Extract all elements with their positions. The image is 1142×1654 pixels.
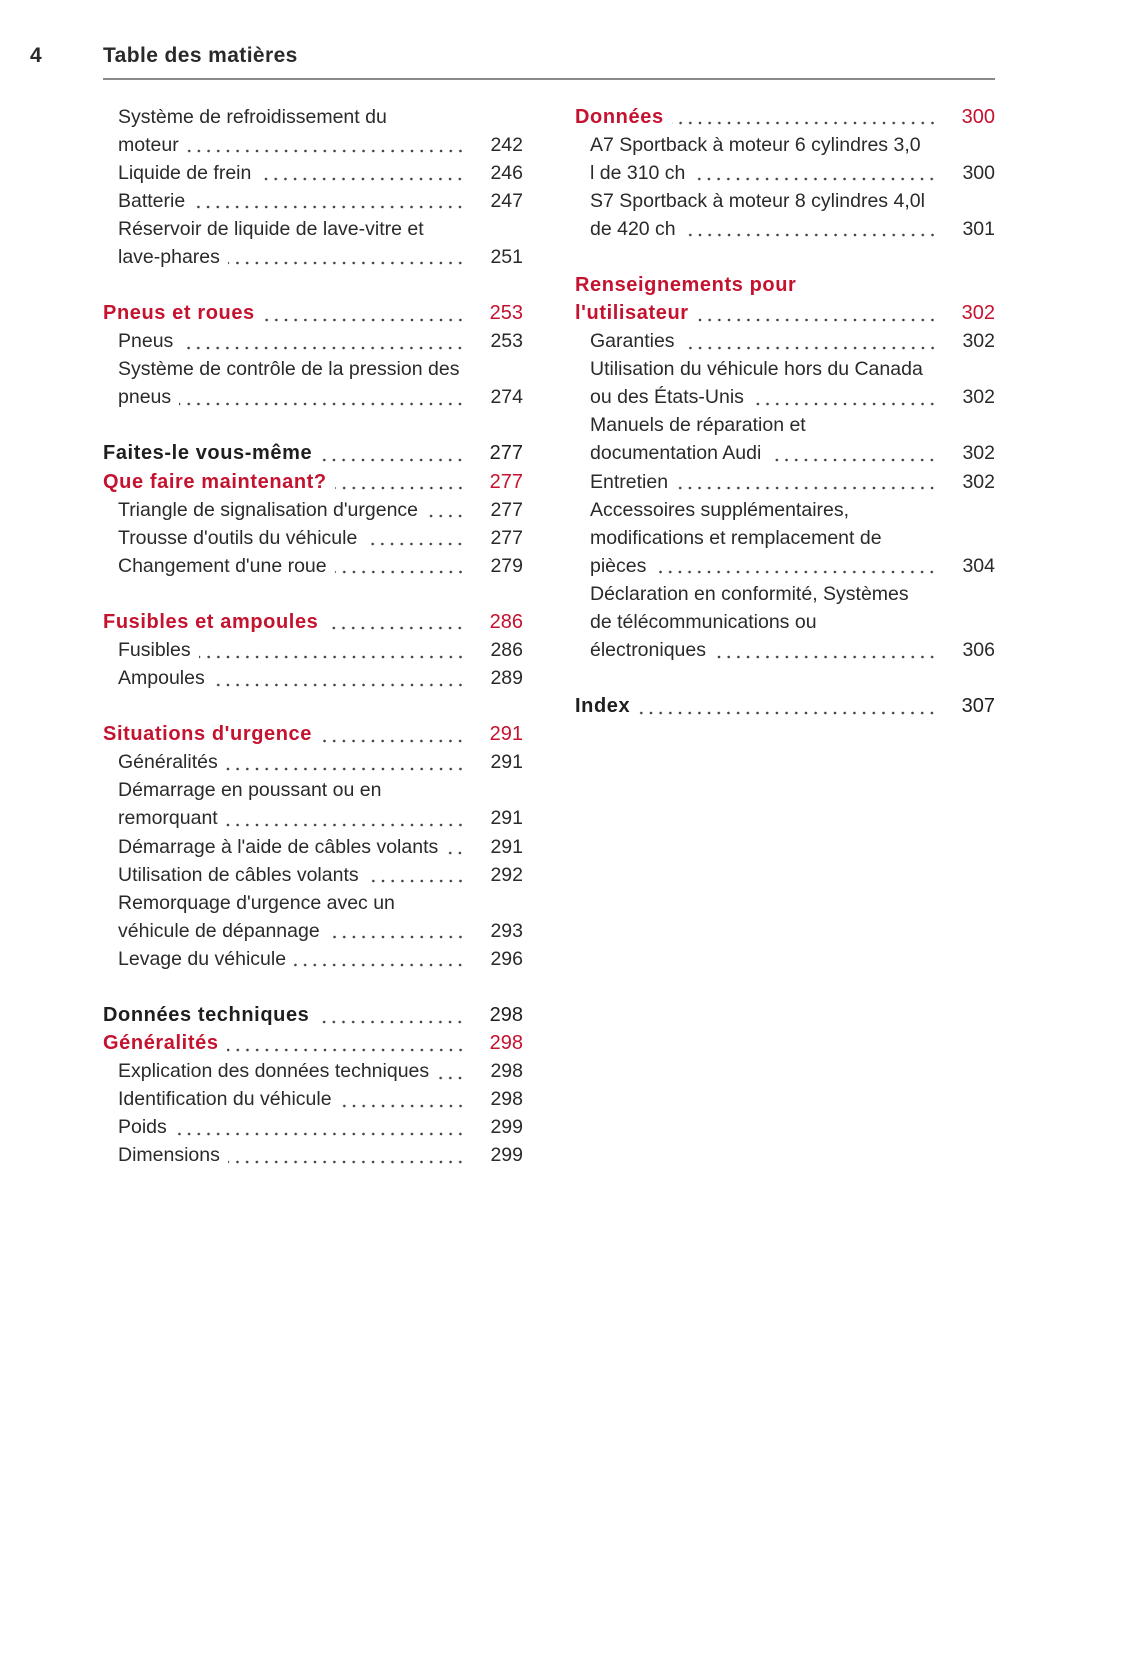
toc-page-number[interactable]: 299 [490, 1144, 523, 1167]
toc-page-number[interactable]: 291 [490, 835, 523, 858]
toc-entry [575, 524, 995, 552]
toc-entry-title: véhicule de dépannage [118, 919, 320, 942]
toc-entry-title: Liquide de frein [118, 161, 252, 184]
section-gap [103, 412, 523, 440]
toc-entry-title: Explication des données techniques [118, 1060, 430, 1083]
section-gap [575, 665, 995, 693]
toc-page-number[interactable]: 302 [961, 302, 995, 325]
toc-heading[interactable] [103, 721, 523, 749]
toc-entry-title: Renseignements pour [575, 274, 797, 296]
toc-entry[interactable] [103, 917, 523, 945]
toc-entry[interactable] [103, 524, 523, 552]
toc-entry[interactable] [103, 749, 523, 777]
toc-heading[interactable] [575, 693, 995, 721]
toc-page-number[interactable]: 299 [490, 1116, 523, 1139]
toc-entry-title: Faites-le vous-même [103, 442, 313, 465]
toc-entry-title: Système de contrôle de la pression des [118, 358, 460, 381]
toc-entry[interactable] [103, 159, 523, 187]
dot-leader [437, 1063, 465, 1081]
toc-entry[interactable] [575, 440, 995, 468]
toc-entry[interactable] [103, 1142, 523, 1170]
toc-entry [103, 777, 523, 805]
toc-entry-title: Ampoules [118, 667, 205, 690]
toc-entry-title: Déclaration en conformité, Systèmes [590, 582, 909, 605]
toc-entry-title: Batterie [118, 189, 186, 212]
dot-leader [684, 220, 937, 238]
page-title: Table des matières [103, 44, 298, 67]
toc-left-column [103, 103, 523, 1170]
toc-page-number[interactable]: 300 [962, 161, 995, 184]
toc-entry [575, 608, 995, 636]
dot-leader [320, 726, 465, 744]
dot-leader [317, 1007, 465, 1025]
toc-entry[interactable] [103, 187, 523, 215]
section-gap [103, 693, 523, 721]
toc-page-number[interactable]: 293 [490, 919, 523, 942]
toc-page-number[interactable]: 298 [490, 1060, 523, 1083]
toc-entry-title: Situations d'urgence [103, 723, 313, 746]
toc-entry [103, 356, 523, 384]
section-gap [103, 973, 523, 1001]
toc-entry-title: Données techniques [103, 1004, 310, 1027]
dot-leader [335, 473, 465, 491]
dot-leader [446, 838, 465, 856]
dot-leader [365, 529, 465, 547]
toc-page-number[interactable]: 296 [490, 947, 523, 970]
toc-entry [103, 103, 523, 131]
dot-leader [228, 248, 465, 266]
toc-entry[interactable] [103, 131, 523, 159]
toc-entry-title: l'utilisateur [575, 302, 689, 325]
toc-entry[interactable] [103, 1114, 523, 1142]
toc-entry-title: Accessoires supplémentaires, [590, 498, 850, 521]
toc-entry-title: Garanties [590, 330, 675, 353]
toc-page-number[interactable]: 279 [490, 554, 523, 577]
toc-page-number[interactable]: 304 [962, 554, 995, 577]
toc-page-number[interactable]: 302 [962, 330, 995, 353]
dot-leader [213, 670, 465, 688]
toc-entry [575, 580, 995, 608]
toc-entry-title: Utilisation du véhicule hors du Canada [590, 358, 923, 381]
toc-entry[interactable] [103, 552, 523, 580]
toc-page-number[interactable]: 246 [490, 161, 523, 184]
toc-entry[interactable] [103, 328, 523, 356]
toc-entry[interactable] [575, 328, 995, 356]
toc-entry-title: remorquant [118, 807, 218, 830]
dot-leader [328, 922, 465, 940]
toc-page-number[interactable]: 274 [490, 386, 523, 409]
toc-page-number[interactable]: 300 [961, 105, 995, 128]
toc-page-number[interactable]: 289 [490, 667, 523, 690]
dot-leader [226, 754, 465, 772]
toc-entry-title: ou des États-Unis [590, 386, 744, 409]
toc-page-number[interactable]: 277 [490, 498, 523, 521]
toc-entry-title: pièces [590, 554, 647, 577]
toc-entry-title: Dimensions [118, 1144, 220, 1167]
dot-leader [367, 866, 465, 884]
toc-entry-title: Pneus et roues [103, 302, 255, 325]
toc-entry[interactable] [103, 861, 523, 889]
toc-page-number[interactable]: 286 [490, 639, 523, 662]
dot-leader [187, 136, 465, 154]
toc-entry-title: Poids [118, 1116, 167, 1139]
toc-entry-title: Pneus [118, 330, 174, 353]
page-number: 4 [30, 44, 42, 67]
toc-page-number[interactable]: 298 [490, 1088, 523, 1111]
dot-leader [259, 164, 465, 182]
toc-page-number[interactable]: 251 [490, 245, 523, 268]
dot-leader [335, 557, 465, 575]
toc-page-number[interactable]: 253 [489, 302, 523, 325]
dot-leader [697, 305, 937, 323]
toc-entry-title: A7 Sportback à moteur 6 cylindres 3,0 [590, 133, 921, 156]
toc-entry-title: Levage du véhicule [118, 947, 287, 970]
toc-heading[interactable] [103, 608, 523, 636]
section-gap [103, 271, 523, 299]
toc-page-number[interactable]: 298 [489, 1032, 523, 1055]
toc-entry[interactable] [103, 1086, 523, 1114]
toc-entry-title: Entretien [590, 470, 669, 493]
dot-leader [326, 613, 465, 631]
toc-entry-title: Démarrage à l'aide de câbles volants [118, 835, 439, 858]
dot-leader [175, 1119, 465, 1137]
toc-entry [103, 889, 523, 917]
toc-heading[interactable] [103, 300, 523, 328]
dot-leader [340, 1091, 465, 1109]
toc-page-number[interactable]: 302 [962, 442, 995, 465]
dot-leader [672, 108, 937, 126]
toc-page-number[interactable]: 291 [489, 723, 523, 746]
toc-entry-title: de télécommunications ou [590, 610, 817, 633]
toc-entry-title: modifications et remplacement de [590, 526, 882, 549]
toc-entry-title: Remorquage d'urgence avec un [118, 891, 395, 914]
toc-entry-title: S7 Sportback à moteur 8 cylindres 4,0l [590, 189, 925, 212]
toc-entry [575, 131, 995, 159]
toc-entry-title: lave-phares [118, 245, 220, 268]
dot-leader [263, 305, 465, 323]
toc-entry[interactable] [103, 243, 523, 271]
toc-page-number[interactable]: 291 [490, 807, 523, 830]
toc-entry-title: pneus [118, 386, 172, 409]
toc-entry-title: documentation Audi [590, 442, 762, 465]
dot-leader [227, 1035, 465, 1053]
toc-entry[interactable] [103, 636, 523, 664]
dot-leader [714, 642, 937, 660]
toc-page-number[interactable]: 247 [490, 189, 523, 212]
toc-entry-title: de 420 ch [590, 217, 676, 240]
toc-entry-title: Système de refroidissement du [118, 105, 387, 128]
toc-entry[interactable] [575, 159, 995, 187]
dot-leader [752, 389, 937, 407]
toc-entry-title: Triangle de signalisation d'urgence [118, 498, 419, 521]
toc-heading[interactable] [575, 103, 995, 131]
toc-page-number[interactable]: 277 [489, 470, 523, 493]
toc-entry-title: Identification du véhicule [118, 1088, 332, 1111]
toc-entry [103, 215, 523, 243]
toc-entry-title: Généralités [118, 751, 218, 774]
toc-entry [575, 356, 995, 384]
toc-entry[interactable] [575, 636, 995, 664]
toc-heading[interactable] [103, 468, 523, 496]
dot-leader [769, 445, 937, 463]
toc-page-number[interactable]: 302 [962, 470, 995, 493]
toc-page-number[interactable]: 277 [489, 442, 523, 465]
toc-heading[interactable] [103, 1030, 523, 1058]
toc-entry [575, 187, 995, 215]
toc-page-number[interactable]: 301 [962, 217, 995, 240]
toc-heading [575, 271, 995, 299]
dot-leader [179, 389, 465, 407]
toc-entry[interactable] [103, 665, 523, 693]
section-gap [103, 580, 523, 608]
toc-entry[interactable] [575, 468, 995, 496]
toc-page-number[interactable]: 292 [490, 863, 523, 886]
toc-entry-title: moteur [118, 133, 179, 156]
dot-leader [228, 1147, 465, 1165]
toc-heading[interactable] [103, 440, 523, 468]
toc-entry-title: Changement d'une roue [118, 554, 327, 577]
toc-entry-title: Que faire maintenant? [103, 470, 327, 493]
dot-leader [320, 445, 465, 463]
toc-entry[interactable] [575, 552, 995, 580]
toc-page-number[interactable]: 286 [489, 610, 523, 633]
dot-leader [693, 164, 937, 182]
toc-entry-title: Manuels de réparation et [590, 414, 806, 437]
toc-entry-title: Réservoir de liquide de lave-vitre et [118, 217, 424, 240]
toc-entry-title: Démarrage en poussant ou en [118, 779, 382, 802]
dot-leader [193, 192, 465, 210]
header-divider [103, 78, 995, 80]
toc-entry [575, 412, 995, 440]
toc-entry-title: Données [575, 105, 664, 128]
toc-page-number[interactable]: 242 [490, 133, 523, 156]
toc-entry[interactable] [103, 945, 523, 973]
dot-leader [683, 333, 937, 351]
dot-leader [676, 473, 937, 491]
toc-page-number[interactable]: 307 [961, 695, 995, 718]
dot-leader [654, 557, 937, 575]
dot-leader [426, 501, 465, 519]
toc-entry [575, 496, 995, 524]
toc-page-number[interactable]: 253 [490, 330, 523, 353]
toc-heading[interactable] [575, 300, 995, 328]
toc-entry[interactable] [575, 215, 995, 243]
toc-entry-title: Fusibles [118, 639, 191, 662]
toc-entry-title: électroniques [590, 639, 706, 662]
dot-leader [199, 642, 465, 660]
toc-page-number[interactable]: 298 [489, 1004, 523, 1027]
dot-leader [226, 810, 465, 828]
toc-entry-title: Utilisation de câbles volants [118, 863, 359, 886]
toc-page-number[interactable]: 302 [962, 386, 995, 409]
toc-entry-title: Trousse d'outils du véhicule [118, 526, 358, 549]
toc-entry-title: Index [575, 695, 631, 718]
toc-entry-title: Généralités [103, 1032, 219, 1055]
toc-entry-title: Fusibles et ampoules [103, 610, 319, 633]
dot-leader [638, 698, 937, 716]
section-gap [575, 243, 995, 271]
toc-page-number[interactable]: 291 [490, 751, 523, 774]
toc-entry[interactable] [103, 1058, 523, 1086]
toc-entry[interactable] [103, 384, 523, 412]
toc-entry[interactable] [103, 496, 523, 524]
toc-entry[interactable] [575, 384, 995, 412]
toc-heading[interactable] [103, 1002, 523, 1030]
toc-right-column [575, 103, 995, 721]
dot-leader [181, 333, 465, 351]
toc-entry-title: l de 310 ch [590, 161, 686, 184]
toc-entry[interactable] [103, 833, 523, 861]
toc-page-number[interactable]: 306 [962, 639, 995, 662]
toc-page-number[interactable]: 277 [490, 526, 523, 549]
toc-entry[interactable] [103, 805, 523, 833]
dot-leader [294, 950, 465, 968]
